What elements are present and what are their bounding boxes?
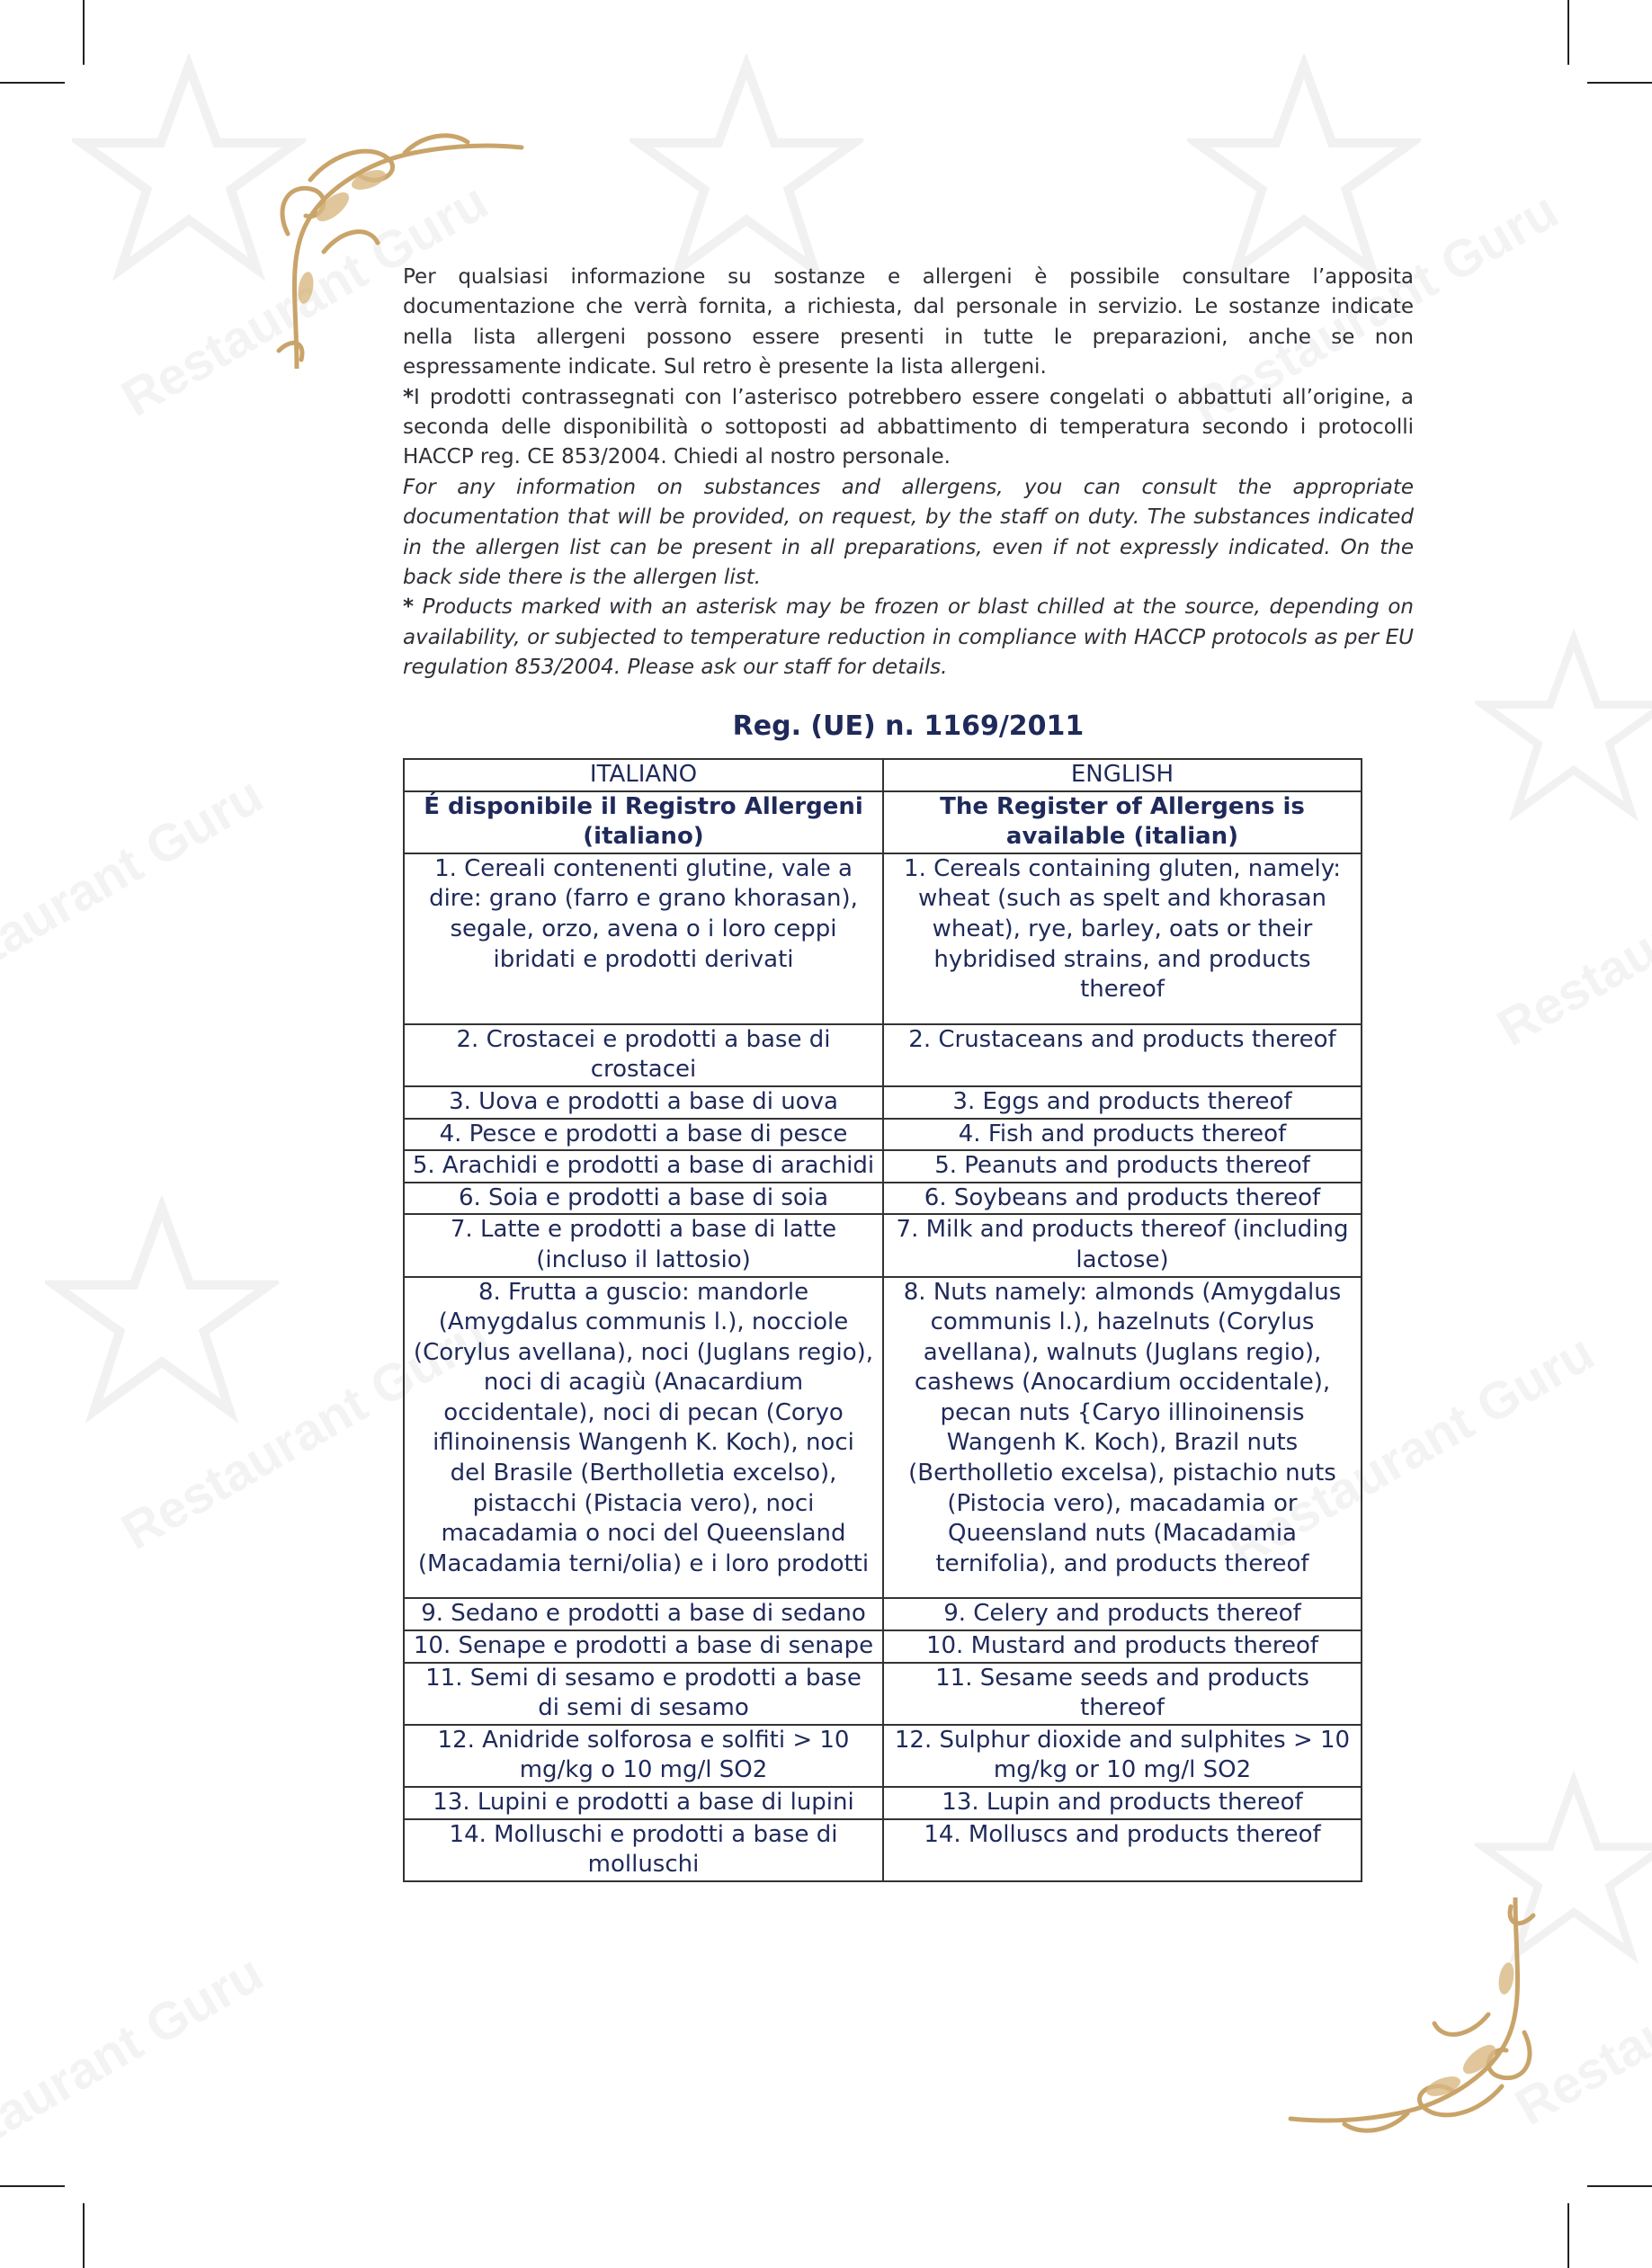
allergen-english-cell: 12. Sulphur dioxide and sulphites > 10 mg/kg or 10 mg/l SO2 bbox=[883, 1725, 1362, 1787]
table-row bbox=[404, 1086, 1362, 1119]
register-note-english: The Register of Allergens is available (italian) bbox=[883, 791, 1362, 853]
crop-mark-top-right-v bbox=[1567, 0, 1569, 65]
table-subheader-row bbox=[404, 791, 1362, 853]
allergen-italian-cell: 10. Senape e prodotti a base di senape bbox=[404, 1630, 883, 1663]
allergen-italian-cell: 1. Cereali contenenti glutine, vale a dire: grano (farro e grano khorasan), segale, orzo, avena o i loro ceppi ibridati e prodotti derivati bbox=[404, 853, 883, 1024]
table-row bbox=[404, 1598, 1362, 1630]
watermark-star-icon bbox=[1475, 630, 1652, 827]
allergen-english-cell: 10. Mustard and products thereof bbox=[883, 1630, 1362, 1663]
allergen-italian-cell: 2. Crostacei e prodotti a base di crostacei bbox=[404, 1024, 883, 1086]
intro-it-paragraph-2-text: I prodotti contrassegnati con l’asterisco potrebbero essere congelati o abbattuti all’origine, a seconda delle disponibilità o sottoposti ad abbattimento di temperatura secondo i protocolli HACCP reg. CE 853/2004. Chiedi al nostro personale. bbox=[403, 385, 1414, 469]
table-row bbox=[404, 1630, 1362, 1663]
intro-text bbox=[403, 263, 1414, 683]
allergen-english-cell: 13. Lupin and products thereof bbox=[883, 1787, 1362, 1819]
crop-mark-top-left-h bbox=[0, 82, 65, 84]
table-row bbox=[404, 1150, 1362, 1183]
asterisk-mark: * bbox=[403, 595, 415, 620]
watermark-text bbox=[0, 1942, 273, 2201]
crop-mark-top-right-h bbox=[1587, 82, 1652, 84]
crop-mark-bottom-right-h bbox=[1587, 2185, 1652, 2187]
allergen-italian-cell: 3. Uova e prodotti a base di uova bbox=[404, 1086, 883, 1119]
allergen-english-cell: 1. Cereals containing gluten, namely: wheat (such as spelt and khorasan wheat), rye, barley, oats or their hybridised strains, and products thereof bbox=[883, 853, 1362, 1024]
allergen-english-cell: 9. Celery and products thereof bbox=[883, 1598, 1362, 1630]
allergen-italian-cell: 6. Soia e prodotti a base di soia bbox=[404, 1183, 883, 1215]
watermark-star-icon bbox=[45, 1196, 279, 1430]
allergen-italian-cell: 12. Anidride solforosa e solfiti > 10 mg/kg o 10 mg/l SO2 bbox=[404, 1725, 883, 1787]
regulation-title: Reg. (UE) n. 1169/2011 bbox=[732, 710, 1085, 742]
allergen-italian-cell: 11. Semi di sesamo e prodotti a base di semi di sesamo bbox=[404, 1663, 883, 1725]
table-row bbox=[404, 1024, 1362, 1086]
table-row bbox=[404, 1214, 1362, 1276]
allergen-italian-cell: 8. Frutta a guscio: mandorle (Amygdalus communis l.), nocciole (Corylus avellana), noci (Juglans regio), noci di acagiù (Anacardium occidentale), noci di pecan (Coryo iflinoinensis Wangenh K. Koch), noci del Brasile (Bertholletia excelso), pistacchi (Pistacia vero), noci macadamia o noci del Queensland (Macadamia terni/olia) e i loro prodotti bbox=[404, 1277, 883, 1599]
crop-mark-bottom-left-h bbox=[0, 2185, 65, 2187]
watermark-star-icon bbox=[1187, 54, 1421, 288]
allergen-table bbox=[403, 758, 1362, 1882]
crop-mark-bottom-right-v bbox=[1567, 2203, 1569, 2268]
column-header-italiano: ITALIANO bbox=[404, 759, 883, 791]
allergen-english-cell: 6. Soybeans and products thereof bbox=[883, 1183, 1362, 1215]
allergen-italian-cell: 4. Pesce e prodotti a base di pesce bbox=[404, 1119, 883, 1151]
table-row bbox=[404, 1819, 1362, 1881]
register-note-italian: É disponibile il Registro Allergeni (italiano) bbox=[404, 791, 883, 853]
allergen-english-cell: 7. Milk and products thereof (including lactose) bbox=[883, 1214, 1362, 1276]
table-row bbox=[404, 1725, 1362, 1787]
intro-it-paragraph-1: Per qualsiasi informazione su sostanze e allergeni è possibile consultare l’apposita documentazione che verrà fornita, a richiesta, dal personale in servizio. Le sostanze indicate nella lista allergeni possono essere presenti in tutte le preparazioni, anche se non espressamente indicate. Sul retro è presente la lista allergeni. bbox=[403, 265, 1414, 379]
corner-ornament-bottom-right bbox=[1281, 1897, 1542, 2145]
table-header-row bbox=[404, 759, 1362, 791]
table-row bbox=[404, 1183, 1362, 1215]
table-row bbox=[404, 853, 1362, 1024]
crop-mark-bottom-left-v bbox=[83, 2203, 85, 2268]
table-row bbox=[404, 1277, 1362, 1599]
intro-en-paragraph-2 bbox=[403, 593, 1414, 683]
allergen-english-cell: 5. Peanuts and products thereof bbox=[883, 1150, 1362, 1183]
allergen-english-cell: 14. Molluscs and products thereof bbox=[883, 1819, 1362, 1881]
allergen-english-cell: 2. Crustaceans and products thereof bbox=[883, 1024, 1362, 1086]
allergen-english-cell: 11. Sesame seeds and products thereof bbox=[883, 1663, 1362, 1725]
table-row bbox=[404, 1663, 1362, 1725]
intro-it-paragraph-2 bbox=[403, 383, 1414, 473]
allergen-italian-cell: 14. Molluschi e prodotti a base di molluschi bbox=[404, 1819, 883, 1881]
watermark-text bbox=[0, 764, 273, 1022]
table-row bbox=[404, 1119, 1362, 1151]
allergen-italian-cell: 7. Latte e prodotti a base di latte (incluso il lattosio) bbox=[404, 1214, 883, 1276]
intro-en-paragraph-1: For any information on substances and allergens, you can consult the appropriate documentation that will be provided, on request, by the staff on duty. The substances indicated in the allergen list can be present in all preparations, even if not expressly indicated. On the back side there is the allergen list. bbox=[403, 475, 1414, 590]
allergen-english-cell: 8. Nuts namely: almonds (Amygdalus communis l.), hazelnuts (Corylus avellana), walnuts (Juglans regio), cashews (Anocardium occidentale), pecan nuts {Caryo illinoinensis Wangenh K. Koch), Brazil nuts (Bertholletio excelsa), pistachio nuts (Pistocia vero), macadamia or Queensland nuts (Macadamia ternifolia), and products thereof bbox=[883, 1277, 1362, 1599]
table-row bbox=[404, 1787, 1362, 1819]
allergen-italian-cell: 13. Lupini e prodotti a base di lupini bbox=[404, 1787, 883, 1819]
allergen-english-cell: 4. Fish and products thereof bbox=[883, 1119, 1362, 1151]
allergen-english-cell: 3. Eggs and products thereof bbox=[883, 1086, 1362, 1119]
watermark-star-icon bbox=[630, 54, 863, 288]
asterisk-mark: * bbox=[403, 385, 415, 409]
intro-en-paragraph-2-text: Products marked with an asterisk may be frozen or blast chilled at the source, depending on availability, or subjected to temperature reduction in compliance with HACCP protocols as per EU regulation 853/2004. Please ask our staff for details. bbox=[403, 595, 1414, 680]
watermark-text bbox=[1487, 800, 1652, 1058]
column-header-english: ENGLISH bbox=[883, 759, 1362, 791]
allergen-italian-cell: 9. Sedano e prodotti a base di sedano bbox=[404, 1598, 883, 1630]
allergen-italian-cell: 5. Arachidi e prodotti a base di arachidi bbox=[404, 1150, 883, 1183]
